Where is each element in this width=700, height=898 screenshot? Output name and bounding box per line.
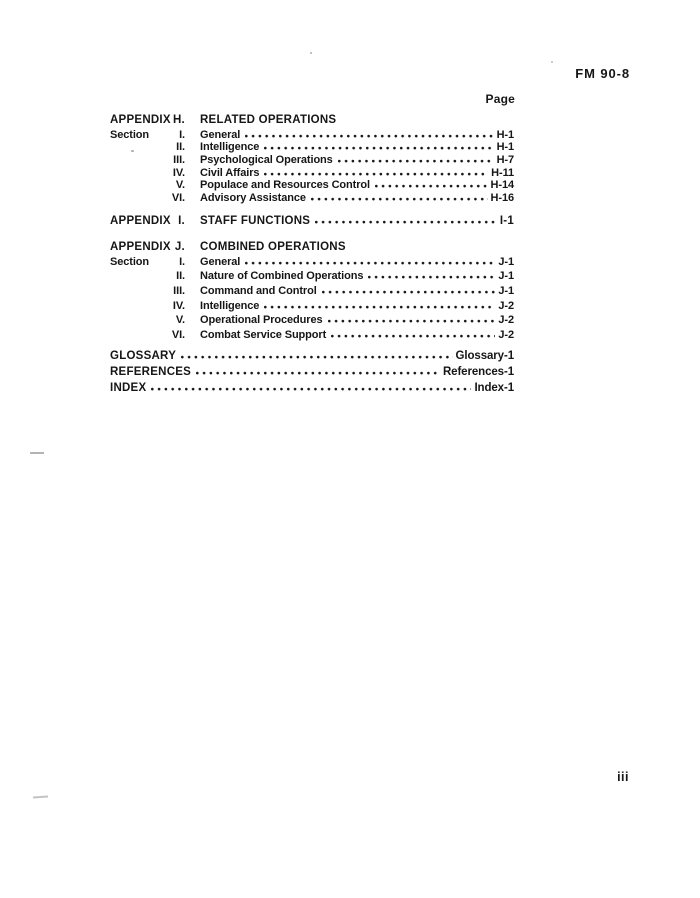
toc-entry-numeral: II. — [176, 270, 185, 283]
toc-heading-title: STAFF FUNCTIONS — [200, 214, 311, 227]
dot-leader — [245, 128, 493, 138]
toc-entry-title: Populace and Resources Control — [200, 179, 370, 192]
toc-entry-page: J-1 — [498, 270, 514, 283]
toc-entry — [110, 299, 514, 314]
dot-leader — [264, 299, 495, 309]
toc-entry-page: H-11 — [491, 166, 514, 179]
dot-leader — [181, 349, 452, 359]
dot-leader — [328, 313, 496, 323]
toc-entry-title: Psychological Operations — [200, 153, 333, 166]
dot-leader — [311, 191, 488, 201]
toc-entry — [110, 166, 514, 179]
toc-entry-title: Nature of Combined Operations — [200, 270, 364, 283]
toc-entry-title: Advisory Assistance — [200, 191, 306, 204]
toc-entry-page: I-1 — [499, 214, 514, 227]
toc-appendix-heading — [110, 241, 514, 255]
dot-leader — [368, 269, 495, 279]
toc-appendix-heading — [110, 114, 514, 128]
toc-entry-page: J-2 — [498, 314, 514, 327]
toc-entry-page: J-2 — [498, 328, 514, 341]
toc-entry-page: H-16 — [490, 191, 514, 204]
toc-block-appendix-h — [110, 114, 514, 204]
dot-leader — [245, 255, 495, 265]
scan-artifact-dash — [33, 795, 48, 798]
dot-leader — [375, 178, 488, 188]
toc-entry-numeral: I. — [179, 128, 185, 141]
toc-entry-page: J-1 — [498, 255, 514, 268]
toc-entry-title: Intelligence — [200, 141, 260, 154]
folio-page-number: iii — [617, 770, 629, 784]
toc-entry — [110, 269, 514, 284]
toc-entry — [110, 178, 514, 191]
toc-entry — [110, 191, 514, 204]
toc-back-matter — [110, 349, 514, 396]
toc-entry-label: Section — [110, 128, 150, 141]
toc-entry — [110, 328, 514, 343]
toc-heading-letter: I. — [178, 214, 185, 227]
toc-entry-title: Command and Control — [200, 285, 317, 297]
toc-entry-title: Civil Affairs — [200, 166, 260, 179]
toc-heading-label: APPENDIX — [110, 240, 171, 253]
toc-entry — [110, 381, 514, 397]
dot-leader — [331, 328, 495, 338]
toc-heading-letter: J. — [174, 240, 185, 253]
toc-entry-page: H-14 — [490, 179, 514, 192]
dot-leader — [264, 166, 488, 176]
toc-heading-letter: H. — [173, 114, 185, 126]
dot-leader — [322, 284, 496, 294]
toc-entry-page: Glossary-1 — [455, 350, 514, 363]
toc-entry-numeral: III. — [173, 285, 185, 297]
toc-appendix-heading — [110, 214, 514, 228]
toc-entry-page: Index-1 — [474, 381, 514, 394]
toc-entry — [110, 365, 514, 381]
toc-entry-numeral: IV. — [172, 299, 185, 312]
toc-entry-title: General — [200, 255, 241, 268]
toc-entry-title: Operational Procedures — [200, 314, 323, 327]
toc-entry — [110, 284, 514, 299]
toc-entry — [110, 349, 514, 365]
toc-heading-label: APPENDIX — [110, 214, 171, 227]
toc-entry-page: H-1 — [496, 141, 514, 154]
toc-entry-title: REFERENCES — [110, 366, 192, 379]
toc-entry-numeral: V. — [175, 314, 185, 327]
toc-entry-numeral: IV. — [172, 166, 185, 179]
doc-code: FM 90-8 — [575, 66, 630, 81]
toc-entry-numeral: V. — [175, 179, 185, 192]
toc-entry-numeral: II. — [176, 141, 185, 154]
toc-entry-title: INDEX — [110, 381, 147, 394]
toc-entry-numeral: VI. — [171, 191, 185, 204]
toc-entry — [110, 140, 514, 153]
toc-entry-title: Combat Service Support — [200, 328, 327, 341]
table-of-contents — [110, 114, 514, 396]
toc-entry-numeral: VI. — [171, 328, 185, 341]
dot-leader — [315, 214, 497, 224]
toc-heading-title: RELATED OPERATIONS — [200, 114, 337, 126]
toc-entry-title: Intelligence — [200, 299, 260, 312]
toc-heading-label: APPENDIX — [110, 114, 171, 126]
toc-entry-page: H-1 — [496, 128, 514, 141]
toc-entry-title: General — [200, 128, 241, 141]
page-column-header: Page — [485, 92, 515, 106]
dot-leader — [338, 153, 494, 163]
toc-entry-numeral: I. — [179, 255, 185, 268]
toc-entry-page: J-2 — [498, 299, 514, 312]
toc-entry — [110, 153, 514, 166]
toc-entry-page: References-1 — [442, 366, 514, 379]
scan-artifact-dot — [551, 61, 553, 63]
scan-artifact-dot — [131, 150, 134, 152]
toc-heading-title: COMBINED OPERATIONS — [200, 240, 346, 253]
toc-entry — [110, 255, 514, 270]
toc-entry-page: J-1 — [498, 285, 514, 297]
dot-leader — [196, 365, 440, 375]
toc-entry-title: GLOSSARY — [110, 350, 177, 363]
toc-block-appendix-j — [110, 241, 514, 343]
toc-entry-numeral: III. — [173, 153, 185, 166]
toc-block-appendix-i — [110, 214, 514, 228]
toc-entry — [110, 128, 514, 141]
toc-entry-page: H-7 — [496, 153, 514, 166]
dot-leader — [151, 381, 471, 391]
toc-entry — [110, 313, 514, 328]
toc-entry-label: Section — [110, 255, 150, 268]
scan-artifact-dot — [310, 52, 312, 54]
scan-artifact-dash — [30, 452, 44, 454]
dot-leader — [264, 140, 493, 150]
